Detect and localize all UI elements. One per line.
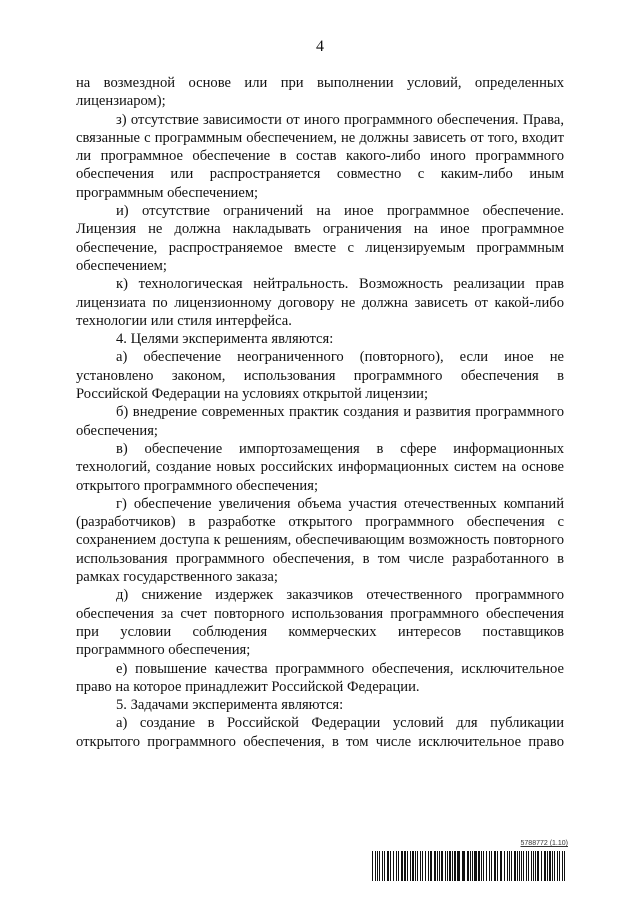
paragraph-item-i: и) отсутствие ограничений на иное программное обеспечение. Лицензия не должна накладывать ограничения на иное программное обеспечение, распространяемое вместе с лицензируемым программным обеспечением; [76,203,564,274]
paragraph-continuation: на возмездной основе или при выполнении условий, определенных лицензиаром); [76,75,564,110]
document-code: 5788772 (1.10) [520,840,568,847]
paragraph-goal-e: е) повышение качества программного обеспечения, исключительное право на которое принадлежит Российской Федерации. [76,660,564,695]
paragraph-section-5-heading: 5. Задачами эксперимента являются: [116,697,344,714]
paragraph-goal-v: в) обеспечение импортозамещения в сфере информационных технологий, создание новых российских информационных систем на основе открытого программного обеспечения; [76,440,564,494]
paragraph-item-k: к) технологическая нейтральность. Возможность реализации прав лицензиата по лицензионному договору не должна зависеть от какой-либо технологии или стиля интерфейса. [76,276,564,329]
paragraph-task-a: а) создание в Российской Федерации условий для публикации открытого программного обеспечения, в том числе исключительное право [76,715,564,750]
document-barcode-block [372,840,568,884]
paragraph-item-z: з) отсутствие зависимости от иного программного обеспечения. Права, связанные с программным обеспечением, не должны зависеть от того, входит ли программное обеспечение в состав какого-либо иного программного обеспечения или распространяется совместно с каким-либо иным программным обеспечением; [76,111,564,201]
page-number: 4 [316,38,324,55]
paragraph-section-4-heading: 4. Целями эксперимента являются: [116,331,334,348]
paragraph-goal-d: д) снижение издержек заказчиков отечественного программного обеспечения за счет повторного использования программного обеспечения при условии соблюдения коммерческих интересов поставщиков программного обеспечения; [76,587,564,659]
barcode-icon [372,851,568,881]
paragraph-goal-b: б) внедрение современных практик создания и развития программного обеспечения; [76,404,564,439]
paragraph-goal-g: г) обеспечение увеличения объема участия отечественных компаний (разработчиков) в разработке открытого программного обеспечения с сохранением доступа к решениям, обеспечивающим возможность повторного использования программного обеспечения, в том числе разработанного в рамках государственного заказа; [76,495,564,586]
paragraph-goal-a: а) обеспечение неограниченного (повторного), если иное не установлено законом, использования программного обеспечения в Российской Федерации на условиях открытой лицензии; [76,349,564,403]
document-body [76,74,564,751]
